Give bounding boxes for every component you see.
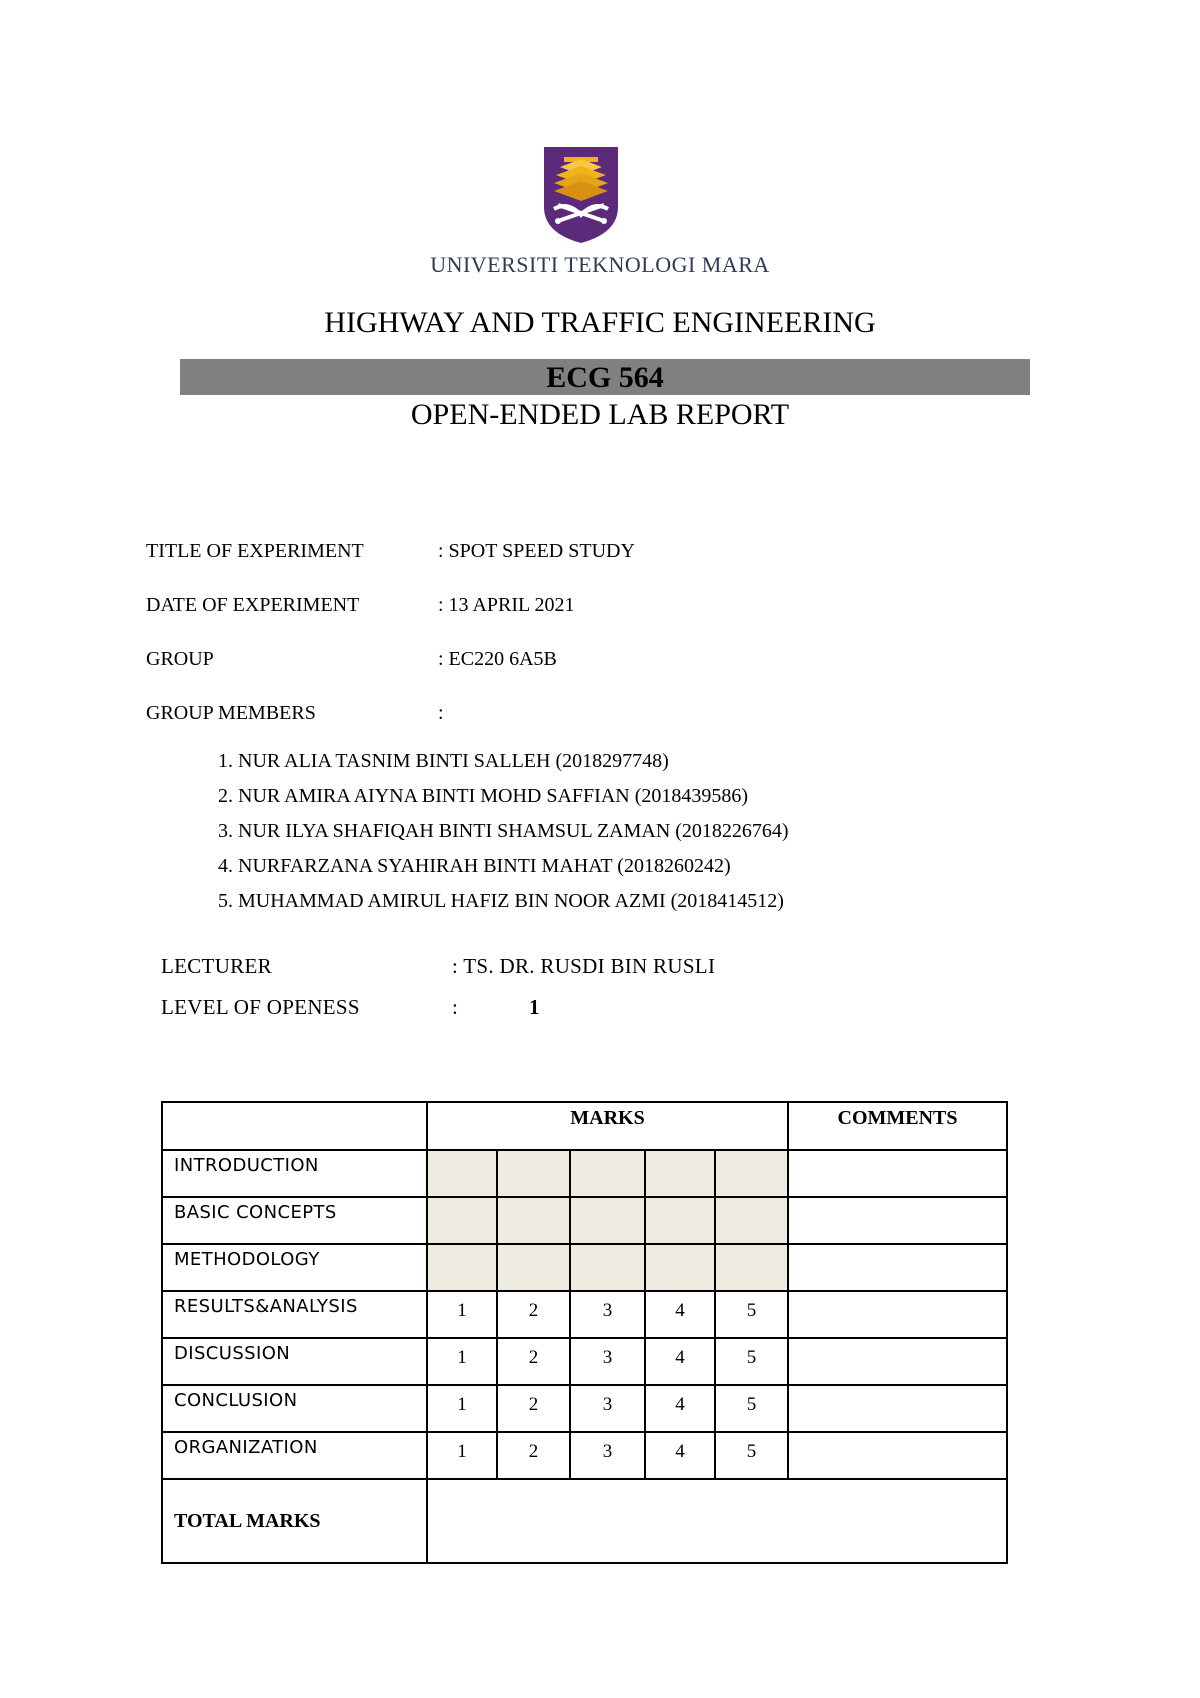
score-cell: 2: [497, 1385, 570, 1432]
score-cell: 3: [570, 1338, 645, 1385]
score-cell: [427, 1197, 497, 1244]
score-cell: 5: [715, 1385, 788, 1432]
date-of-experiment-value: : 13 APRIL 2021: [438, 594, 575, 616]
list-item: 5. MUHAMMAD AMIRUL HAFIZ BIN NOOR AZMI (2018414512): [218, 890, 784, 912]
list-item: 1. NUR ALIA TASNIM BINTI SALLEH (2018297748): [218, 750, 669, 772]
score-cell: 1: [427, 1385, 497, 1432]
criterion-cell: CONCLUSION: [162, 1385, 427, 1432]
level-of-openess-colon: :: [452, 995, 459, 1019]
total-marks-cell: [427, 1479, 1007, 1563]
score-cell: [645, 1244, 715, 1291]
score-cell: [497, 1150, 570, 1197]
lecturer-value: : TS. DR. RUSDI BIN RUSLI: [452, 954, 716, 978]
table-row: [162, 1432, 1007, 1479]
group-label: GROUP: [146, 648, 214, 670]
comment-cell: [788, 1291, 1007, 1338]
score-cell: [570, 1150, 645, 1197]
comments-header: COMMENTS: [788, 1102, 1007, 1150]
level-of-openess-label: LEVEL OF OPENESS: [161, 995, 360, 1019]
score-cell: 1: [427, 1432, 497, 1479]
criterion-cell: METHODOLOGY: [162, 1244, 427, 1291]
score-cell: 4: [645, 1385, 715, 1432]
course-title: HIGHWAY AND TRAFFIC ENGINEERING: [324, 306, 876, 339]
comment-cell: [788, 1432, 1007, 1479]
score-cell: 2: [497, 1432, 570, 1479]
comment-cell: [788, 1338, 1007, 1385]
score-cell: [715, 1197, 788, 1244]
score-cell: [570, 1197, 645, 1244]
table-row: [162, 1197, 1007, 1244]
group-members-label: GROUP MEMBERS: [146, 702, 316, 724]
university-logo: [542, 145, 620, 245]
score-cell: 3: [570, 1432, 645, 1479]
score-cell: [497, 1197, 570, 1244]
university-name: UNIVERSITI TEKNOLOGI MARA: [430, 252, 770, 277]
score-cell: 5: [715, 1432, 788, 1479]
report-type: OPEN-ENDED LAB REPORT: [410, 398, 790, 431]
list-item: 2. NUR AMIRA AIYNA BINTI MOHD SAFFIAN (2018439586): [218, 785, 749, 807]
score-cell: 1: [427, 1338, 497, 1385]
marks-table: [161, 1101, 1008, 1564]
lecturer-label: LECTURER: [161, 954, 272, 978]
score-cell: 4: [645, 1291, 715, 1338]
criterion-cell: BASIC CONCEPTS: [162, 1197, 427, 1244]
comment-cell: [788, 1150, 1007, 1197]
comment-cell: [788, 1197, 1007, 1244]
criterion-cell: ORGANIZATION: [162, 1432, 427, 1479]
group-members-colon: :: [438, 702, 444, 724]
table-row: [162, 1244, 1007, 1291]
marks-header: MARKS: [427, 1102, 788, 1150]
title-of-experiment-label: TITLE OF EXPERIMENT: [146, 540, 364, 562]
score-cell: 2: [497, 1338, 570, 1385]
table-row: [162, 1291, 1007, 1338]
score-cell: 5: [715, 1338, 788, 1385]
title-of-experiment-value: : SPOT SPEED STUDY: [438, 540, 635, 562]
list-item: 3. NUR ILYA SHAFIQAH BINTI SHAMSUL ZAMAN (2018226764): [218, 820, 789, 842]
course-code: ECG 564: [546, 361, 664, 394]
header-empty-cell: [162, 1102, 427, 1150]
score-cell: 4: [645, 1432, 715, 1479]
score-cell: 2: [497, 1291, 570, 1338]
score-cell: 4: [645, 1338, 715, 1385]
score-cell: [570, 1244, 645, 1291]
score-cell: [497, 1244, 570, 1291]
table-row: [162, 1150, 1007, 1197]
score-cell: [645, 1150, 715, 1197]
table-row: [162, 1385, 1007, 1432]
score-cell: [645, 1197, 715, 1244]
total-marks-row: [162, 1479, 1007, 1563]
score-cell: [427, 1150, 497, 1197]
criterion-cell: DISCUSSION: [162, 1338, 427, 1385]
level-of-openess-value: 1: [529, 995, 540, 1019]
score-cell: 3: [570, 1291, 645, 1338]
group-value: : EC220 6A5B: [438, 648, 557, 670]
criterion-cell: RESULTS&ANALYSIS: [162, 1291, 427, 1338]
group-members-list: [218, 748, 789, 923]
comment-cell: [788, 1244, 1007, 1291]
table-row: [162, 1338, 1007, 1385]
comment-cell: [788, 1385, 1007, 1432]
total-marks-label: TOTAL MARKS: [162, 1479, 427, 1563]
score-cell: [715, 1244, 788, 1291]
score-cell: 5: [715, 1291, 788, 1338]
score-cell: 1: [427, 1291, 497, 1338]
list-item: 4. NURFARZANA SYAHIRAH BINTI MAHAT (2018260242): [218, 855, 731, 877]
criterion-cell: INTRODUCTION: [162, 1150, 427, 1197]
date-of-experiment-label: DATE OF EXPERIMENT: [146, 594, 360, 616]
score-cell: [427, 1244, 497, 1291]
table-header-row: [162, 1102, 1007, 1150]
score-cell: [715, 1150, 788, 1197]
score-cell: 3: [570, 1385, 645, 1432]
